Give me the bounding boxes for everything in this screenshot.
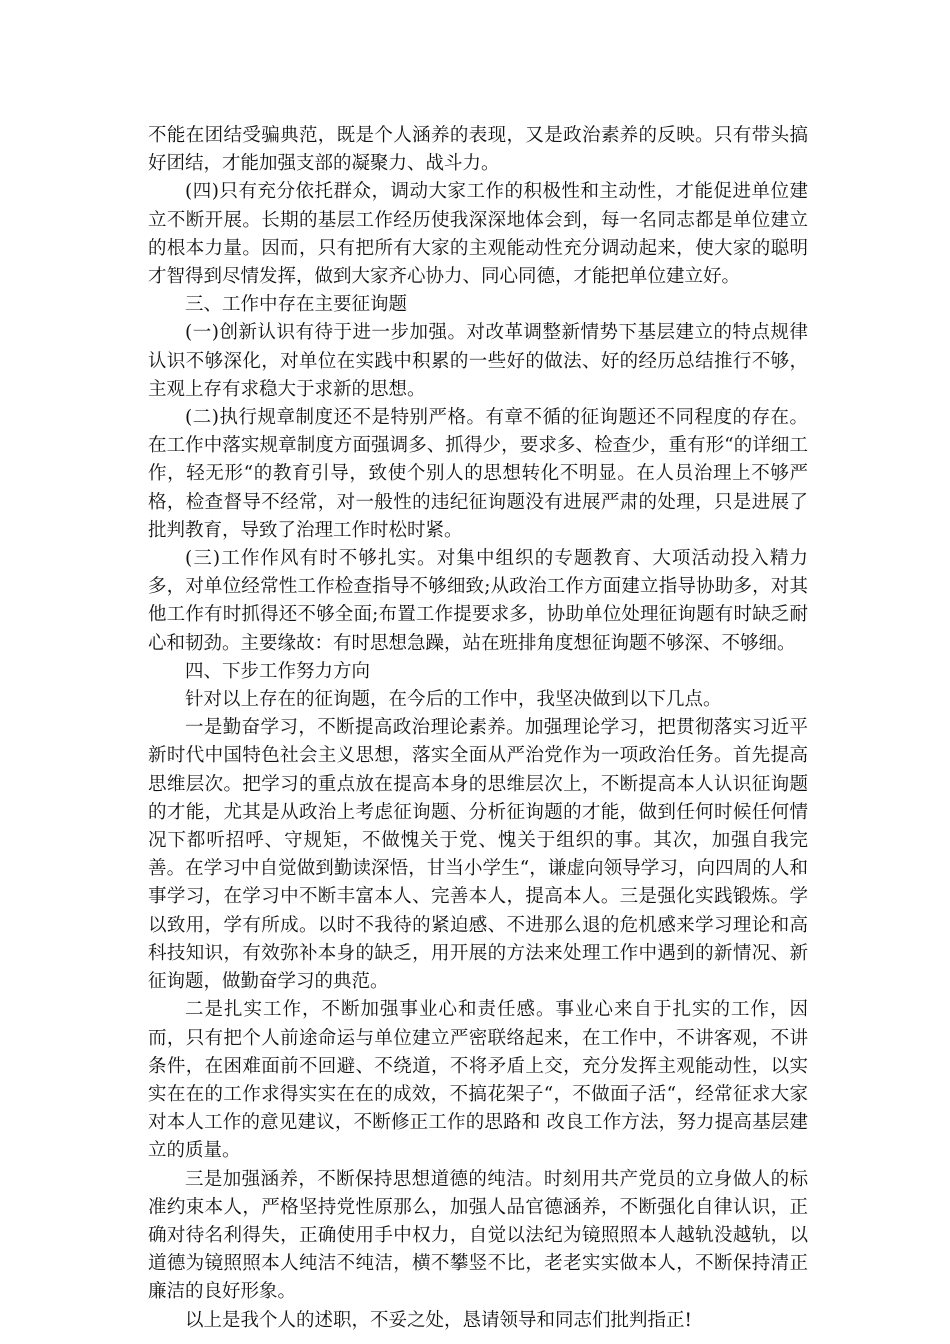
- paragraph-problem-two: (二)执行规章制度还不是特别严格。有章不循的征询题还不同程度的存在。在工作中落实规章制度方面强调多、抓得少，要求多、检查少，重有形“的详细工作，轻无形“的教育引导，致使个别人的思想转化不明显。在人员治理上不够严格，检查督导不经常，对一般性的违纪征询题没有进展严肃的处理，只是进展了批判教育，导致了治理工作时松时紧。: [148, 407, 808, 541]
- section-heading-next-steps: 四、下步工作努力方向: [185, 660, 371, 682]
- paragraph-continuation: 不能在团结受骗典范，既是个人涵养的表现，又是政治素养的反映。只有带头搞好团结，才能加强支部的凝聚力、战斗力。: [148, 125, 808, 175]
- paragraph-step-three: 三是加强涵养，不断保持思想道德的纯洁。时刻用共产党员的立身做人的标准约束本人，严格坚持党性原那么，加强人品官德涵养，不断强化自律认识，正确对待名利得失，正确使用手中权力，自觉以法纪为镜照照本人越轨没越轨，以道德为镜照照本人纯洁不纯洁，横不攀竖不比，老老实实做本人，不断保持清正廉洁的良好形象。: [148, 1168, 808, 1303]
- paragraph-step-two: 二是扎实工作，不断加强事业心和责任感。事业心来自于扎实的工作，因而，只有把个人前途命运与单位建立严密联络起来，在工作中，不讲客观，不讲条件，在困难面前不回避、不绕道，不将矛盾上交，充分发挥主观能动性，以实实在在的工作求得实实在在的成效，不搞花架子“，不做面子活“，经常征求大家对本人工作的意见建议，不断修正工作的思路和 改良工作方法，努力提高基层建立的质量。: [148, 999, 808, 1162]
- paragraph-step-one: 一是勤奋学习，不断提高政治理论素养。加强理论学习，把贯彻落实习近平新时代中国特色社会主义思想，落实全面从严治党作为一项政治任务。首先提高思维层次。把学习的重点放在提高本身的思维层次上，不断提高本人认识征询题的才能，尤其是从政治上考虑征询题、分析征询题的才能，做到任何时候任何情况下都听招呼、守规矩，不做愧关于党、愧关于组织的事。其次，加强自我完善。在学习中自觉做到勤读深悟，甘当小学生“，谦虚向领导学习，向四周的人和事学习，在学习中不断丰富本人、完善本人，提高本人。三是强化实践锻炼。学以致用，学有所成。以时不我待的紧迫感、不进那么退的危机感来学习理论和高科技知识，有效弥补本身的缺乏，用开展的方法来处理工作中遇到的新情况、新征询题，做勤奋学习的典范。: [148, 717, 808, 993]
- paragraph-point-four: (四)只有充分依托群众，调动大家工作的积极性和主动性，才能促进单位建立不断开展。长期的基层工作经历使我深深地体会到，每一名同志都是单位建立的根本力量。因而，只有把所有大家的主观能动性充分调动起来，使大家的聪明才智得到尽情发挥，做到大家齐心协力、同心同德，才能把单位建立好。: [148, 181, 808, 288]
- section-heading-problems: 三、工作中存在主要征询题: [185, 294, 408, 316]
- paragraph-next-steps-intro: 针对以上存在的征询题，在今后的工作中，我坚决做到以下几点。: [185, 689, 722, 711]
- paragraph-closing: 以上是我个人的述职，不妥之处，恳请领导和同志们批判指正!: [185, 1309, 692, 1331]
- paragraph-problem-one: (一)创新认识有待于进一步加强。对改革调整新情势下基层建立的特点规律认识不够深化，对单位在实践中积累的一些好的做法、好的经历总结推行不够，主观上存有求稳大于求新的思想。: [148, 322, 808, 400]
- document-body: [148, 122, 808, 1335]
- paragraph-problem-three: (三)工作作风有时不够扎实。对集中组织的专题教育、大项活动投入精力多，对单位经常性工作检查指导不够细致;从政治工作方面建立指导协助多，对其他工作有时抓得还不够全面;布置工作提要求多，协助单位处理征询题有时缺乏耐心和韧劲。主要缘故：有时思想急躁，站在班排角度想征询题不够深、不够细。: [148, 548, 808, 654]
